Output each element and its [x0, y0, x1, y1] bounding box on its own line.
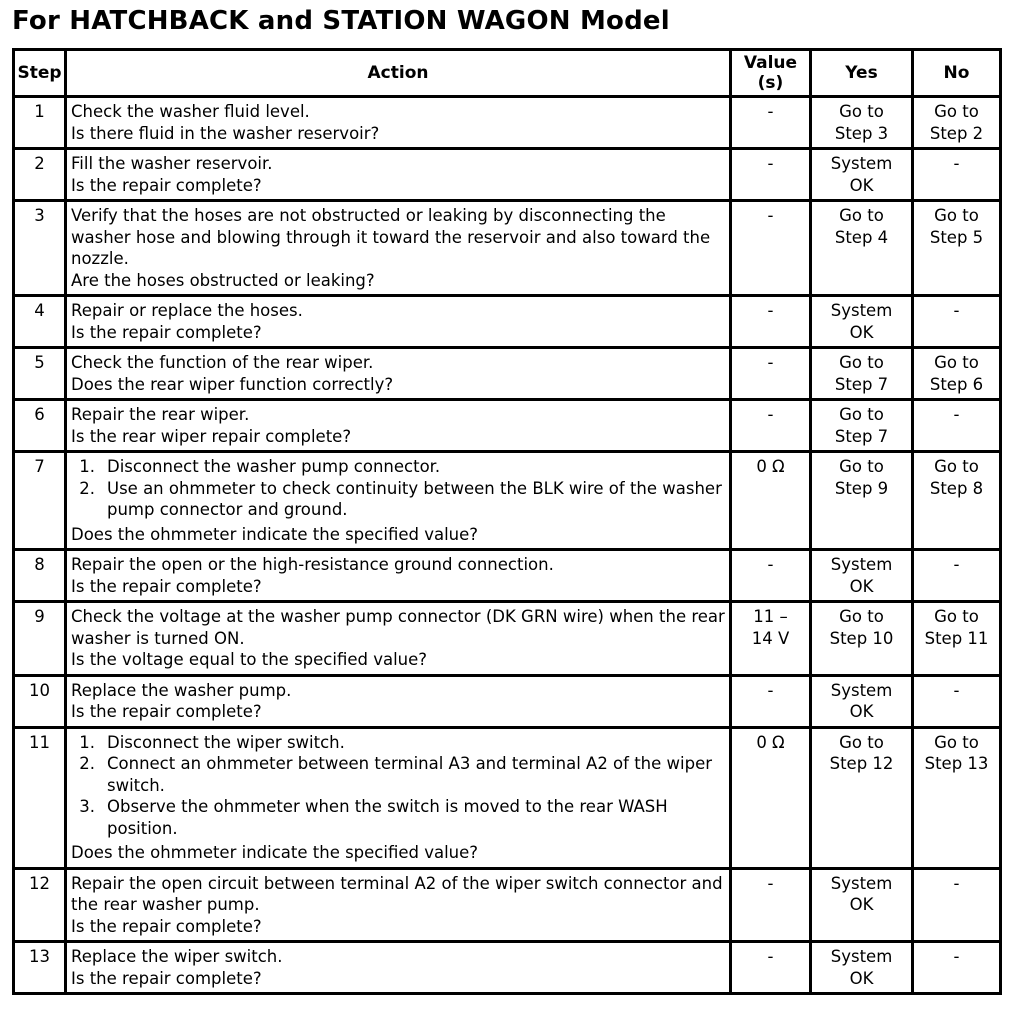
substep-item: [71, 796, 725, 839]
action-line: Is the repair complete?: [71, 916, 262, 936]
action-cell: [66, 149, 731, 201]
table-row: [14, 868, 1001, 942]
yes-cell: Go to Step 7: [811, 348, 913, 400]
value-cell: -: [731, 942, 811, 994]
step-number: 9: [14, 602, 66, 676]
action-line: Are the hoses obstructed or leaking?: [71, 270, 375, 290]
step-number: 6: [14, 400, 66, 452]
action-cell: [66, 550, 731, 602]
no-cell: -: [913, 149, 1001, 201]
yes-cell: Go to Step 3: [811, 97, 913, 149]
value-cell: 11 – 14 V: [731, 602, 811, 676]
no-cell: -: [913, 296, 1001, 348]
yes-cell: Go to Step 9: [811, 452, 913, 550]
action-line: Repair the open circuit between terminal A2 of the wiper switch connector and the rear washer pump.: [71, 873, 723, 914]
diagnostic-table: [12, 48, 1002, 995]
step-number: 2: [14, 149, 66, 201]
substep-text: Observe the ohmmeter when the switch is moved to the rear WASH position.: [107, 797, 668, 838]
yes-cell: Go to Step 10: [811, 602, 913, 676]
step-number: 8: [14, 550, 66, 602]
table-row: [14, 550, 1001, 602]
no-cell: Go to Step 11: [913, 602, 1001, 676]
step-number: 4: [14, 296, 66, 348]
header-yes: Yes: [811, 50, 913, 97]
step-number: 13: [14, 942, 66, 994]
action-cell: [66, 201, 731, 296]
page-title: For HATCHBACK and STATION WAGON Model: [12, 6, 670, 36]
table-row: [14, 296, 1001, 348]
action-line: Is the repair complete?: [71, 175, 262, 195]
substep-text: Disconnect the wiper switch.: [107, 732, 345, 752]
substep-item: [71, 456, 725, 478]
action-line: Is the repair complete?: [71, 576, 262, 596]
action-cell: [66, 727, 731, 868]
action-line: Does the rear wiper function correctly?: [71, 374, 394, 394]
table-row: [14, 201, 1001, 296]
substep-item: [71, 753, 725, 796]
substep-number: 2.: [79, 478, 95, 498]
action-line: Is there fluid in the washer reservoir?: [71, 123, 380, 143]
table-row: [14, 602, 1001, 676]
yes-cell: Go to Step 7: [811, 400, 913, 452]
value-cell: -: [731, 868, 811, 942]
step-number: 1: [14, 97, 66, 149]
yes-cell: Go to Step 4: [811, 201, 913, 296]
substep-text: Disconnect the washer pump connector.: [107, 457, 441, 476]
substep-text: Use an ohmmeter to check continuity between the BLK wire of the washer pump connector and ground.: [107, 478, 722, 519]
action-cell: [66, 675, 731, 727]
action-cell: [66, 296, 731, 348]
yes-cell: System OK: [811, 942, 913, 994]
yes-cell: Go to Step 12: [811, 727, 913, 868]
header-action: Action: [66, 50, 731, 97]
no-cell: Go to Step 8: [913, 452, 1001, 550]
value-cell: -: [731, 149, 811, 201]
header-row: [14, 50, 1001, 97]
yes-cell: System OK: [811, 675, 913, 727]
action-line: Fill the washer reservoir.: [71, 154, 273, 173]
action-substeps: [71, 732, 725, 840]
step-number: 3: [14, 201, 66, 296]
action-line: Is the voltage equal to the specified value?: [71, 650, 428, 669]
value-cell: -: [731, 201, 811, 296]
action-line: Is the repair complete?: [71, 702, 262, 721]
action-line: Repair the rear wiper.: [71, 405, 250, 424]
value-cell: 0 Ω: [731, 727, 811, 868]
substep-item: [71, 732, 725, 754]
value-cell: 0 Ω: [731, 452, 811, 550]
action-line: Is the rear wiper repair complete?: [71, 426, 352, 446]
table-row: [14, 400, 1001, 452]
header-value: Value (s): [731, 50, 811, 97]
action-line: Check the function of the rear wiper.: [71, 353, 374, 372]
value-cell: -: [731, 675, 811, 727]
value-cell: -: [731, 348, 811, 400]
no-cell: -: [913, 868, 1001, 942]
table-row: [14, 149, 1001, 201]
action-cell: [66, 602, 731, 676]
value-cell: -: [731, 400, 811, 452]
no-cell: -: [913, 400, 1001, 452]
substep-number: 3.: [79, 797, 95, 816]
action-cell: [66, 942, 731, 994]
action-cell: [66, 868, 731, 942]
action-line: Replace the wiper switch.: [71, 947, 283, 966]
step-number: 10: [14, 675, 66, 727]
value-cell: -: [731, 97, 811, 149]
value-cell: -: [731, 550, 811, 602]
step-number: 7: [14, 452, 66, 550]
step-number: 12: [14, 868, 66, 942]
table-row: [14, 727, 1001, 868]
yes-cell: System OK: [811, 868, 913, 942]
substep-number: 2.: [79, 754, 95, 773]
action-line: Replace the washer pump.: [71, 680, 292, 700]
action-substeps: [71, 456, 725, 521]
substep-number: 1.: [79, 457, 95, 476]
action-line: Repair the open or the high-resistance ground connection.: [71, 555, 554, 574]
action-line: Is the repair complete?: [71, 968, 262, 988]
substep-item: [71, 478, 725, 521]
no-cell: -: [913, 675, 1001, 727]
action-cell: [66, 348, 731, 400]
action-line: Check the washer fluid level.: [71, 102, 310, 121]
action-line: Is the repair complete?: [71, 322, 262, 342]
substep-number: 1.: [79, 732, 95, 752]
yes-cell: System OK: [811, 149, 913, 201]
no-cell: -: [913, 550, 1001, 602]
action-line: Verify that the hoses are not obstructed or leaking by disconnecting the washer hose and blowing through it toward the reservoir and also toward the nozzle.: [71, 206, 711, 268]
substep-text: Connect an ohmmeter between terminal A3 and terminal A2 of the wiper switch.: [107, 754, 713, 795]
no-cell: Go to Step 5: [913, 201, 1001, 296]
action-cell: [66, 97, 731, 149]
action-cell: [66, 452, 731, 550]
yes-cell: System OK: [811, 296, 913, 348]
no-cell: -: [913, 942, 1001, 994]
step-number: 11: [14, 727, 66, 868]
action-question: Does the ohmmeter indicate the specified value?: [71, 524, 479, 544]
header-no: No: [913, 50, 1001, 97]
action-line: Check the voltage at the washer pump connector (DK GRN wire) when the rear washer is turned ON.: [71, 607, 725, 648]
no-cell: Go to Step 13: [913, 727, 1001, 868]
step-number: 5: [14, 348, 66, 400]
table-row: [14, 452, 1001, 550]
no-cell: Go to Step 2: [913, 97, 1001, 149]
table-row: [14, 348, 1001, 400]
table-row: [14, 942, 1001, 994]
header-step: Step: [14, 50, 66, 97]
no-cell: Go to Step 6: [913, 348, 1001, 400]
action-question: Does the ohmmeter indicate the specified value?: [71, 843, 479, 862]
yes-cell: System OK: [811, 550, 913, 602]
table-row: [14, 97, 1001, 149]
action-line: Repair or replace the hoses.: [71, 301, 303, 320]
action-cell: [66, 400, 731, 452]
table-row: [14, 675, 1001, 727]
value-cell: -: [731, 296, 811, 348]
